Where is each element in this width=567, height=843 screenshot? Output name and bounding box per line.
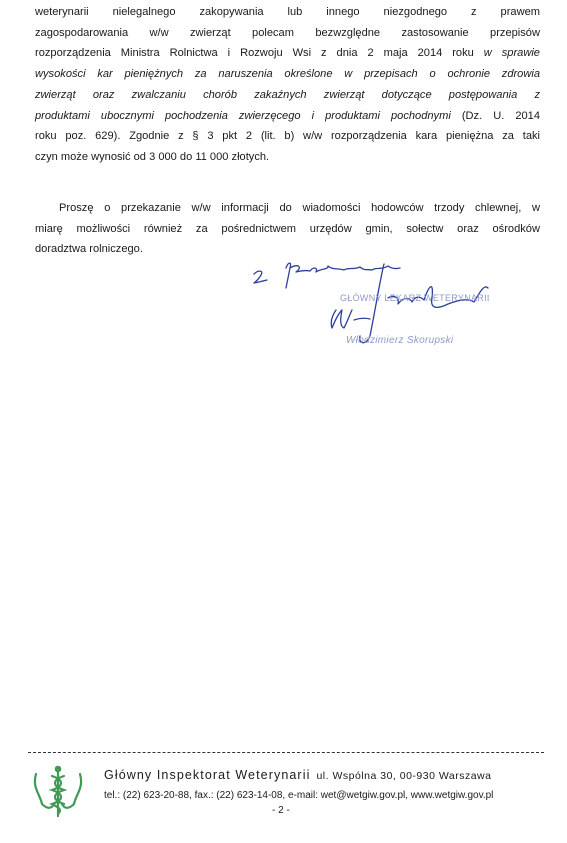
stamp-title: GŁÓWNY LEKARZ WETERYNARII xyxy=(340,293,490,303)
italic-title-start: w sprawie xyxy=(483,47,540,60)
inspectorate-logo xyxy=(30,764,86,820)
text-line: zagospodarowania w/w zwierząt polecam bezwzględne zastosowanie przepisów xyxy=(35,26,540,39)
footer-divider xyxy=(28,752,544,753)
signature-block xyxy=(248,258,498,353)
italic-title: wysokości kar pieniężnych za naruszenia określone w przepisach o ochronie zdrowia xyxy=(35,68,540,81)
text-line: weterynarii nielegalnego zakopywania lub innego niezgodnego z prawem xyxy=(35,6,540,18)
text-line: miarę możliwości również za pośrednictwem urzędów gmin, sołectw oraz ośrodków xyxy=(35,222,540,235)
stamp-name: Włodzimierz Skorupski xyxy=(346,335,454,346)
institution-address: ul. Wspólna 30, 00-930 Warszawa xyxy=(316,770,492,782)
italic-title-end: produktami ubocznymi pochodzenia zwierzęcego i produktami pochodnymi xyxy=(35,109,451,122)
footer-contact: tel.: (22) 623-20-88, fax.: (22) 623-14-08, e-mail: wet@wetgiw.gov.pl, www.wetgiw.gov.pl xyxy=(104,790,494,801)
paragraph-request xyxy=(35,198,540,260)
institution-name: Główny Inspektorat Weterynarii xyxy=(104,768,311,782)
italic-title: zwierząt oraz zwalczaniu chorób zakaźnych zwierząt dotyczące postępowania z xyxy=(35,88,540,101)
paragraph-regulation xyxy=(35,2,540,168)
text-line: czyn może wynosić od 3 000 do 11 000 złotych. xyxy=(35,150,270,163)
caduceus-icon xyxy=(30,764,86,820)
text-line xyxy=(35,85,540,106)
text-line: produktami ubocznymi pochodzenia zwierzęcego i produktami pochodnymi (Dz. U. 2014 xyxy=(35,109,541,122)
footer-institution xyxy=(104,768,491,782)
text-line: Proszę o przekazanie w/w informacji do wiadomości hodowców trzody chlewnej, w xyxy=(59,202,540,214)
text-line: roku poz. 629). Zgodnie z § 3 pkt 2 (lit. b) w/w rozporządzenia kara pieniężna za taki xyxy=(35,130,540,143)
text-line: doradztwa rolniczego. xyxy=(35,243,143,256)
text-line xyxy=(35,64,540,85)
page-number: - 2 - xyxy=(272,805,290,816)
text-line: rozporządzenia Ministra Rolnictwa i Rozwoju Wsi z dnia 2 maja 2014 roku w sprawie xyxy=(35,47,540,60)
